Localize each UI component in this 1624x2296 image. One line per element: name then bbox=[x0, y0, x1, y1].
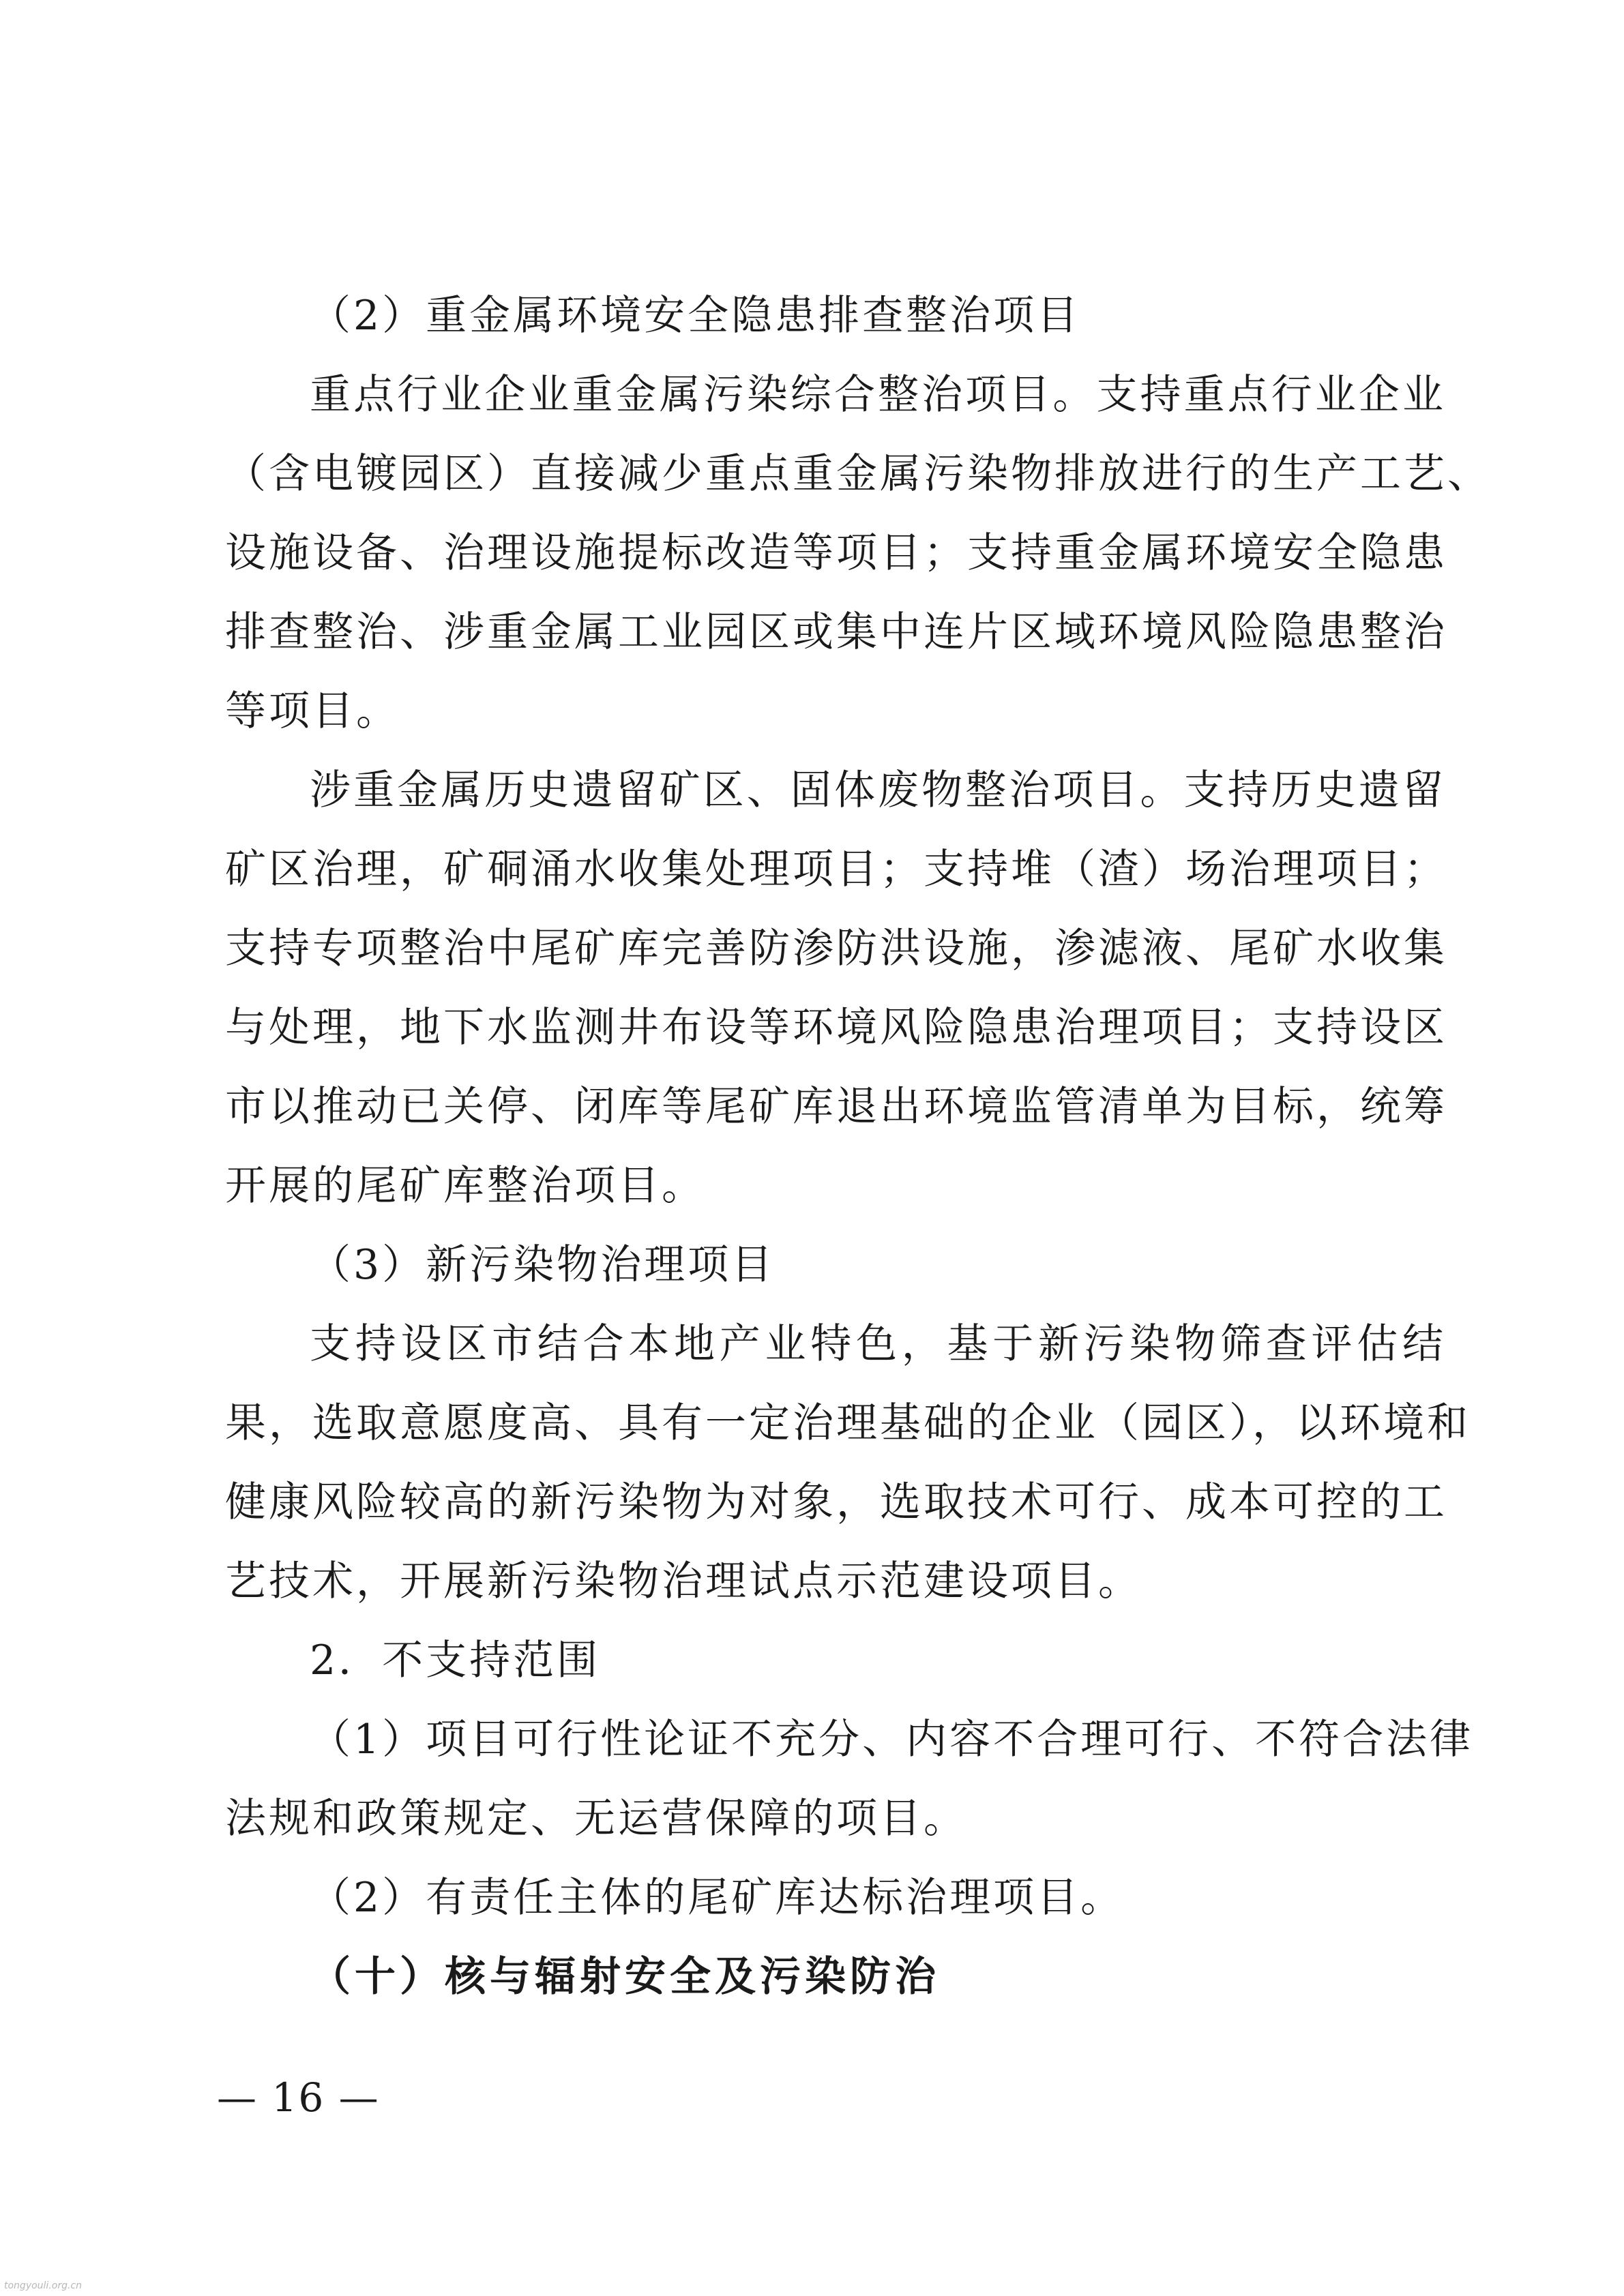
page-number: — 16 — bbox=[217, 2074, 380, 2121]
subheading-heavy-metal: （2）重金属环境安全隐患排查整治项目 bbox=[310, 292, 1081, 340]
watermark-text: tongyouli.org.cn bbox=[4, 2280, 82, 2291]
paragraph-line: （含电镀园区）直接减少重点重金属污染物排放进行的生产工艺、 bbox=[225, 450, 1491, 498]
paragraph-line: 涉重金属历史遗留矿区、固体废物整治项目。支持历史遗留 bbox=[310, 766, 1446, 814]
paragraph-line: 重点行业企业重金属污染综合整治项目。支持重点行业企业 bbox=[310, 371, 1446, 419]
subheading-new-pollutants: （3）新污染物治理项目 bbox=[310, 1241, 776, 1289]
paragraph-line: （1）项目可行性论证不充分、内容不合理可行、不符合法律 bbox=[310, 1716, 1474, 1763]
paragraph-line: 市以推动已关停、闭库等尾矿库退出环境监管清单为目标，统筹 bbox=[225, 1083, 1447, 1131]
paragraph-line: 设施设备、治理设施提标改造等项目；支持重金属环境安全隐患 bbox=[225, 529, 1447, 577]
paragraph-line: 开展的尾矿库整治项目。 bbox=[225, 1162, 705, 1210]
paragraph-line: 健康风险较高的新污染物为对象，选取技术可行、成本可控的工 bbox=[225, 1478, 1447, 1526]
paragraph-line: 支持设区市结合本地产业特色，基于新污染物筛查评估结 bbox=[310, 1320, 1446, 1368]
paragraph-line: 艺技术，开展新污染物治理试点示范建设项目。 bbox=[225, 1557, 1142, 1605]
paragraph-line: 支持专项整治中尾矿库完善防渗防洪设施，渗滤液、尾矿水收集 bbox=[225, 925, 1447, 972]
document-body bbox=[225, 276, 1491, 2016]
paragraph-line: 法规和政策规定、无运营保障的项目。 bbox=[225, 1795, 967, 1843]
paragraph-line: 果，选取意愿度高、具有一定治理基础的企业（园区），以环境和 bbox=[225, 1399, 1471, 1447]
section-heading-nuclear-radiation: （十）核与辐射安全及污染防治 bbox=[310, 1953, 940, 2001]
paragraph-line: 等项目。 bbox=[225, 687, 400, 735]
paragraph-line: 排查整治、涉重金属工业园区或集中连片区域环境风险隐患整治 bbox=[225, 608, 1447, 656]
paragraph-line: （2）有责任主体的尾矿库达标治理项目。 bbox=[310, 1874, 1125, 1922]
paragraph-line: 与处理，地下水监测井布设等环境风险隐患治理项目；支持设区 bbox=[225, 1004, 1447, 1052]
subheading-not-supported: 2．不支持范围 bbox=[310, 1637, 601, 1684]
paragraph-line: 矿区治理，矿硐涌水收集处理项目；支持堆（渣）场治理项目； bbox=[225, 846, 1447, 893]
